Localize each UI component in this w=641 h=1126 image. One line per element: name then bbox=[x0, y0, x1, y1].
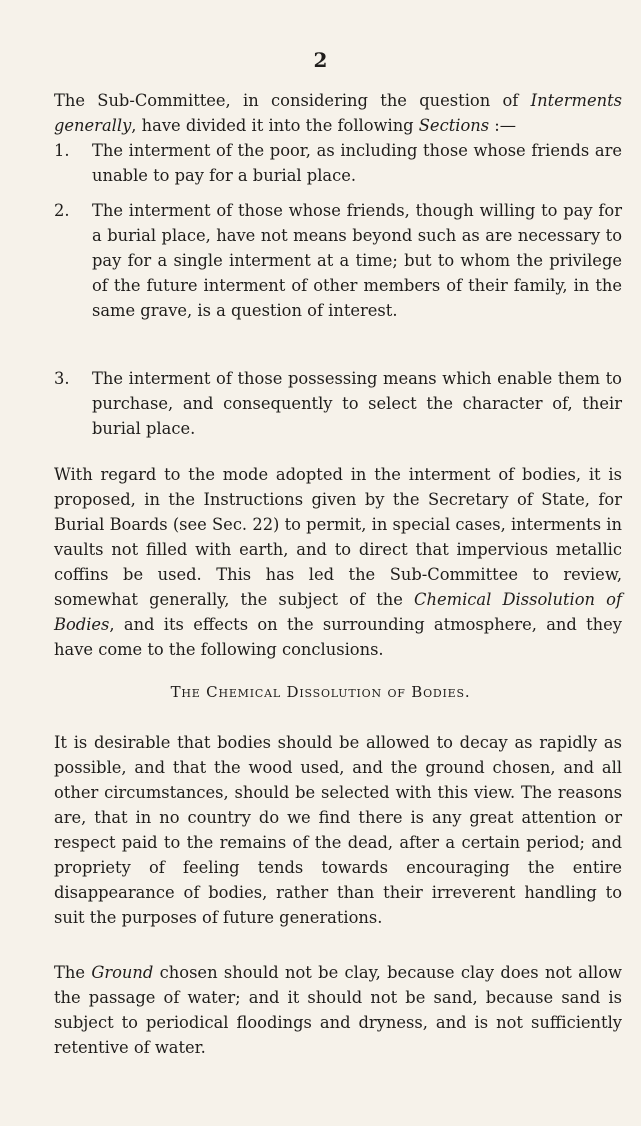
ground-text-2: chosen should not be clay, because clay does not allow the passage of water; and it should not be sand, because sand is subject to periodical floodings and dryness, and is not sufficiently retentive of water. bbox=[54, 963, 622, 1057]
intro-italic-sections: Sections bbox=[418, 116, 490, 135]
regard-text-1: With regard to the mode adopted in the interment of bodies, it is proposed, in the Instructions given by the Secretary of State, for Burial Boards (see Sec. 22) to permit, in special cases, interments in vaults not filled with earth, and to direct that impervious metallic coffins be used. This has led the Sub-Committee to review, somewhat generally, the subject of the bbox=[54, 465, 622, 609]
intro-text-3: :— bbox=[489, 116, 517, 135]
list-item-number: 2. bbox=[54, 201, 70, 220]
section-list-item bbox=[54, 138, 622, 188]
section-list-item bbox=[54, 366, 622, 441]
intro-text-2: , have divided it into the following bbox=[131, 116, 419, 135]
section-list-item bbox=[54, 198, 622, 323]
regard-paragraph bbox=[54, 462, 622, 662]
intro-italic-interments: Interments generally bbox=[54, 91, 622, 135]
ground-paragraph bbox=[54, 960, 622, 1060]
section-heading: The Chemical Dissolution of Bodies. bbox=[170, 683, 471, 701]
page-number: 2 bbox=[313, 48, 328, 72]
intro-text-1: The Sub-Committee, in considering the question of bbox=[54, 91, 531, 110]
regard-italic-dissolution: Chemical Dissolution of Bodies bbox=[54, 590, 622, 634]
intro-paragraph bbox=[54, 88, 622, 138]
list-item-text: The interment of those possessing means which enable them to purchase, and consequently to select the character of, their burial place. bbox=[92, 369, 622, 438]
regard-text-2: , and its effects on the surrounding atmosphere, and they have come to the following conclusions. bbox=[54, 615, 622, 659]
list-item-text: The interment of those whose friends, though willing to pay for a burial place, have not means beyond such as are necessary to pay for a single interment at a time; but to whom the privilege of the future interment of other members of their family, in the same grave, is a question of interest. bbox=[92, 201, 622, 320]
list-item-number: 1. bbox=[54, 141, 70, 160]
ground-text-1: The bbox=[54, 963, 92, 982]
ground-italic-ground: Ground bbox=[91, 963, 154, 982]
decay-paragraph: It is desirable that bodies should be allowed to decay as rapidly as possible, and that the wood used, and the ground chosen, and all other circumstances, should be selected with this view. The reasons are, that in no country do we find there is any great attention or respect paid to the remains of the dead, after a certain period; and propriety of feeling tends towards encouraging the entire disappearance of bodies, rather than their irreverent handling to suit the purposes of future generations. bbox=[54, 733, 622, 927]
list-item-text: The interment of the poor, as including those whose friends are unable to pay for a burial place. bbox=[92, 141, 622, 185]
list-item-number: 3. bbox=[54, 369, 70, 388]
